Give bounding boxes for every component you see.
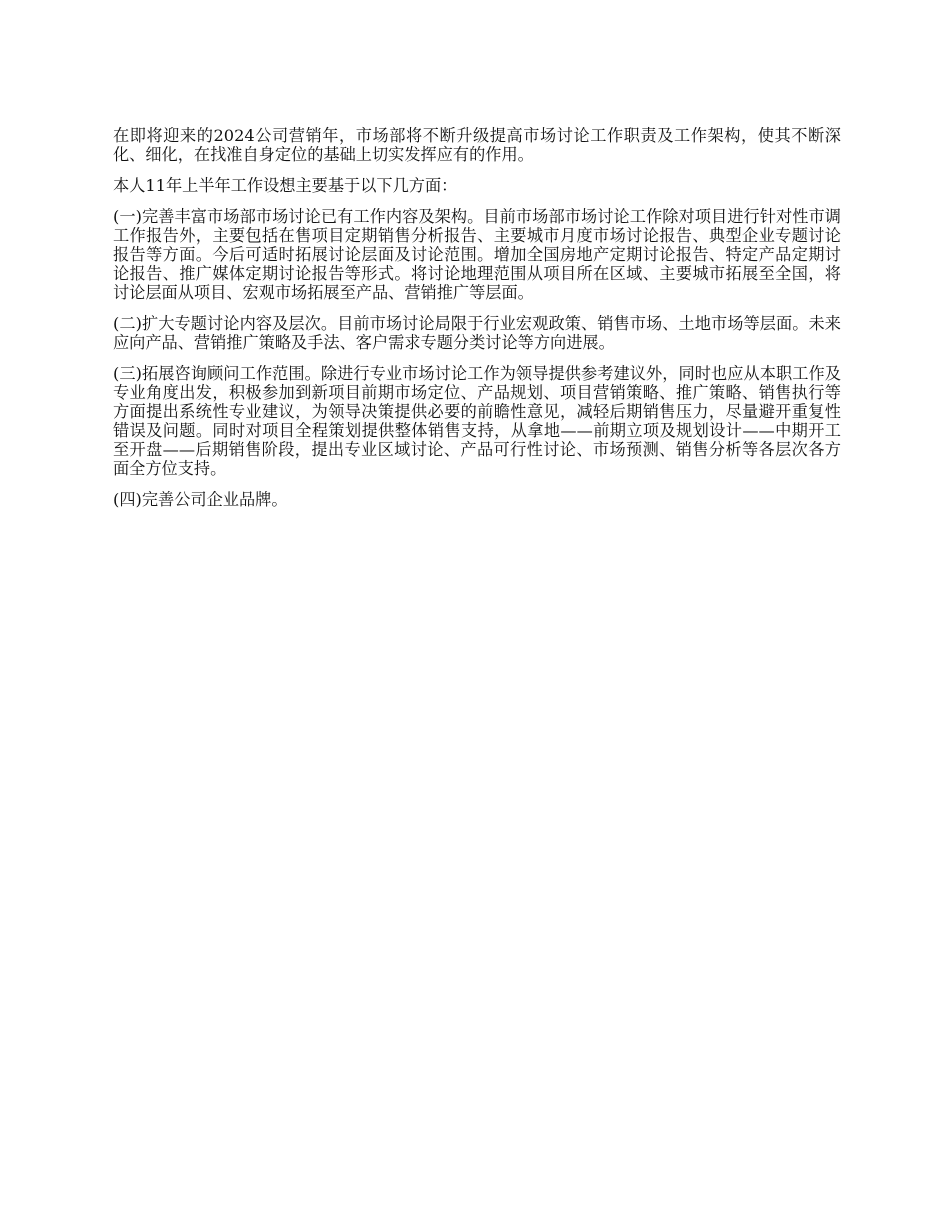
- document-body: [113, 126, 841, 521]
- paragraph-plan-basis: 本人11年上半年工作设想主要基于以下几方面：: [113, 176, 458, 195]
- paragraph-item-3: (三)拓展咨询顾问工作范围。除进行专业市场讨论工作为领导提供参考建议外，同时也应从本职工作及专业角度出发，积极参加到新项目前期市场定位、产品规划、项目营销策略、推广策略、销售执行等方面提出系统性专业建议，为领导决策提供必要的前瞻性意见，减轻后期销售压力，尽量避开重复性错误及问题。同时对项目全程策划提供整体销售支持，从拿地——前期立项及规划设计——中期开工至开盘——后期销售阶段，提出专业区域讨论、产品可行性讨论、市场预测、销售分析等各层次各方面全方位支持。: [113, 364, 841, 478]
- paragraph-intro: 在即将迎来的2024公司营销年，市场部将不断升级提高市场讨论工作职责及工作架构，使其不断深化、细化，在找准自身定位的基础上切实发挥应有的作用。: [113, 126, 841, 164]
- paragraph-item-2: (二)扩大专题讨论内容及层次。目前市场讨论局限于行业宏观政策、销售市场、土地市场等层面。未来应向产品、营销推广策略及手法、客户需求专题分类讨论等方向进展。: [113, 314, 841, 352]
- paragraph-item-1: (一)完善丰富市场部市场讨论已有工作内容及架构。目前市场部市场讨论工作除对项目进行针对性市调工作报告外，主要包括在售项目定期销售分析报告、主要城市月度市场讨论报告、典型企业专题讨论报告等方面。今后可适时拓展讨论层面及讨论范围。增加全国房地产定期讨论报告、特定产品定期讨论报告、推广媒体定期讨论报告等形式。将讨论地理范围从项目所在区域、主要城市拓展至全国，将讨论层面从项目、宏观市场拓展至产品、营销推广等层面。: [113, 207, 841, 302]
- paragraph-item-4: (四)完善公司企业品牌。: [113, 490, 288, 509]
